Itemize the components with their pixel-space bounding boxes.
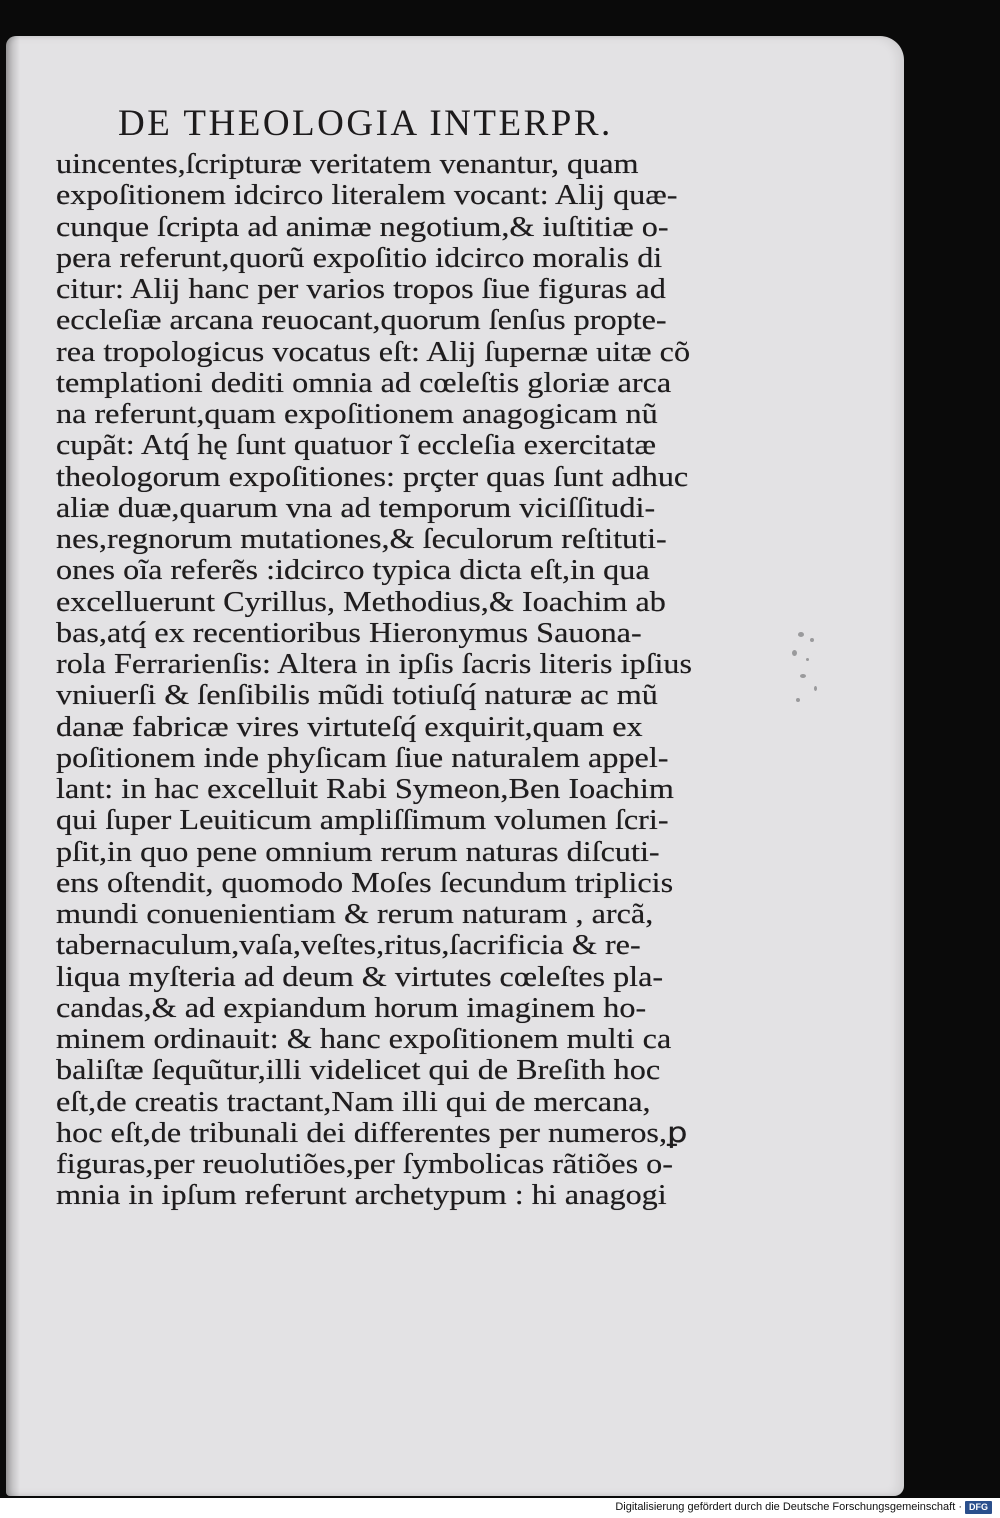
- text-line: templationi dediti omnia ad cœleſtis gloriæ arca: [56, 367, 672, 399]
- text-line: baliſtæ ſequũtur,illi videlicet qui de Breſith hoc: [56, 1055, 661, 1087]
- paper-stain: [790, 628, 830, 718]
- text-line: cupãt: Atq́ hę ſunt quatuor ĩ eccleſia exercitatæ: [56, 430, 656, 462]
- text-line: figuras,per reuolutiões,per ſymbolicas rãtiões o-: [56, 1149, 673, 1180]
- text-line: na referunt,quam expoſitionem anagogicam nũ: [56, 399, 658, 430]
- text-line: vniuerſi & ſenſibilis mũdi totiuſq́ naturæ ac mũ: [56, 680, 658, 712]
- text-line: danæ fabricæ vires virtuteſq́ exquirit,quam ex: [56, 711, 643, 743]
- text-line: rola Ferrarienſis: Altera in ipſis ſacris literis ipſius: [56, 649, 692, 680]
- running-head: DE THEOLOGIA INTERPR.: [118, 103, 613, 144]
- text-line: eſt,de creatis tractant,Nam illi qui de mercana,: [56, 1086, 651, 1118]
- text-line: expoſitionem idcirco literalem vocant: Alij quæ-: [56, 180, 678, 212]
- text-line: eccleſiæ arcana reuocant,quorum ſenſus propte-: [56, 305, 667, 337]
- text-line: liqua myſteria ad deum & virtutes cœleſtes pla-: [56, 961, 664, 993]
- text-line: excelluerunt Cyrillus, Methodius,& Ioachim ab: [56, 586, 666, 618]
- footer-bar: [0, 1498, 1000, 1518]
- text-line: uincentes,ſcripturæ veritatem venantur, quam: [56, 149, 639, 180]
- body-text: [56, 149, 716, 1212]
- funding-credit: Digitalisierung gefördert durch die Deutsche Forschungsgemeinschaft ·: [615, 1501, 962, 1513]
- text-line: rea tropologicus vocatus eſt: Alij ſupernæ uitæ cõ: [56, 336, 691, 368]
- text-line: theologorum expoſitiones: prçter quas ſunt adhuc: [56, 461, 689, 493]
- text-line: pera referunt,quorũ expoſitio idcirco moralis di: [56, 242, 663, 274]
- text-line: poſitionem inde phyſicam ſiue naturalem appel-: [56, 742, 669, 774]
- text-line: pſit,in quo pene omnium rerum naturas diſcuti-: [56, 836, 660, 868]
- text-line: nes,regnorum mutationes,& ſeculorum reſtituti-: [56, 524, 667, 555]
- text-line: bas,atq́ ex recentioribus Hieronymus Sauona-: [56, 617, 642, 649]
- text-line: tabernaculum,vaſa,veſtes,ritus,ſacrificia & re-: [56, 930, 641, 962]
- text-line: ones oĩa referẽs :idcirco typica dicta eſt,in qua: [56, 555, 650, 587]
- text-line: candas,& ad expiandum horum imaginem ho-: [56, 992, 647, 1024]
- text-line: mundi conuenientiam & rerum naturam , arcã,: [56, 899, 654, 930]
- text-line: qui ſuper Leuiticum ampliſſimum volumen ſcri-: [56, 805, 669, 837]
- text-line: ens oſtendit, quomodo Moſes ſecundum triplicis: [56, 867, 674, 899]
- text-line: mnia in ipſum referunt archetypum : hi anagogi: [56, 1180, 667, 1212]
- book-page: [6, 36, 904, 1496]
- text-line: lant: in hac excelluit Rabi Symeon,Ben Ioachim: [56, 774, 674, 805]
- text-line: aliæ duæ,quarum vna ad temporum viciſſitudi-: [56, 492, 656, 524]
- text-line: hoc eſt,de tribunali dei differentes per numeros,ꝑ: [56, 1117, 688, 1149]
- text-line: cunque ſcripta ad animæ negotium,& iuſtitiæ o-: [56, 211, 669, 243]
- text-line: citur: Alij hanc per varios tropos ſiue figuras ad: [56, 274, 666, 305]
- dfg-logo: DFG: [965, 1501, 992, 1514]
- text-line: minem ordinauit: & hanc expoſitionem multi ca: [56, 1024, 672, 1055]
